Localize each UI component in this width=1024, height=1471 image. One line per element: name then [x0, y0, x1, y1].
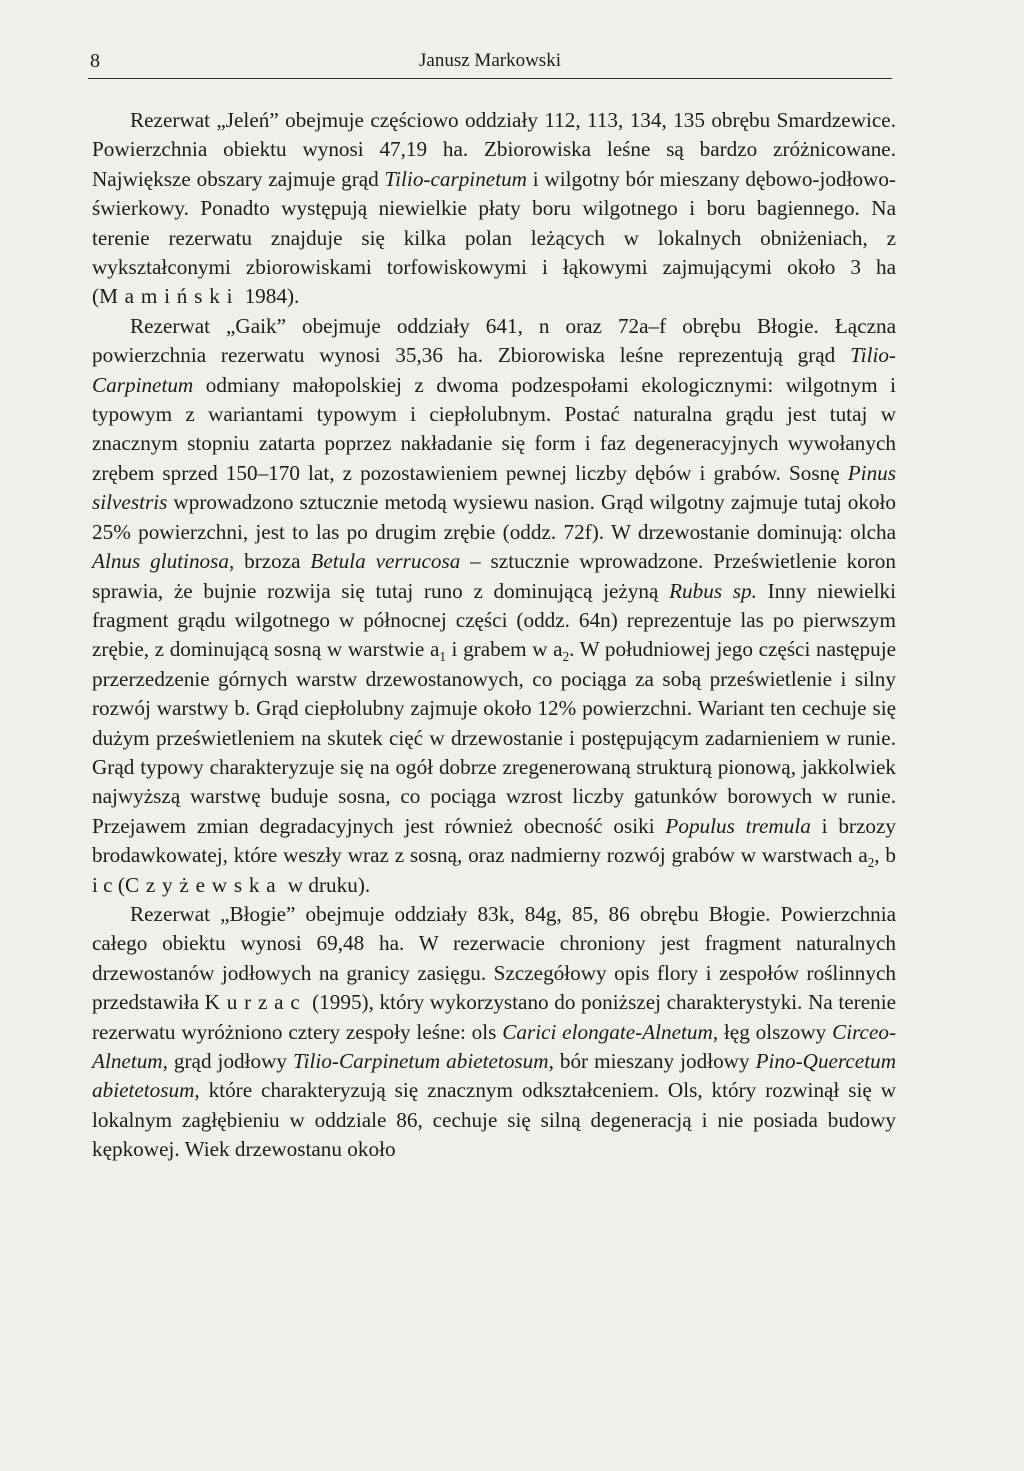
text-run: wprowadzono sztucznie metodą wysiewu nasion. Grąd wilgotny zajmuje tutaj około 25% powierzchni, jest to las po drugim zrębie (oddz. 72f). W drzewostanie dominują: olcha: [92, 490, 896, 544]
text-run: i wilgotny bór mieszany dębowo-jodłowo-świerkowy. Ponadto występują niewielkie płaty boru wilgotnego i boru bagiennego. Na terenie rezerwatu znajduje się kilka polan leżących w lokalnych obniżeniach, z wykształconymi zbiorowiskami torfowiskowymi i łąkowymi zajmującymi około 3 ha (: [92, 166, 896, 309]
text-run: , b i c (: [92, 843, 897, 897]
text-run: , grąd jodłowy: [162, 1049, 294, 1073]
subscript: 1: [439, 649, 446, 665]
subscript: 2: [867, 855, 875, 871]
text-run: Rezerwat „Gaik” obejmuje oddziały 641, n oraz 72a–f obrębu Błogie. Łączna powierzchnia rezerwatu wynosi 35,36 ha. Zbiorowiska leśne reprezentują grąd: [92, 313, 896, 368]
page-header: [88, 48, 892, 79]
page-number: 8: [90, 50, 100, 72]
author-citation: Czyżewska: [124, 872, 283, 897]
italic-term: Pinus silvestris: [92, 460, 896, 515]
author-citation: Mamiński: [99, 284, 240, 309]
italic-term: Betula verrucosa: [310, 549, 461, 574]
italic-term: Tilio-Carpinetum abietetosum: [293, 1049, 549, 1073]
text-run: 1984).: [239, 284, 300, 309]
text-run: i brzozy brodawkowatej, które weszły wraz z sosną, oraz nadmierny rozwój grabów w warstwach a: [92, 813, 896, 868]
paragraph-gaik: [92, 312, 896, 900]
italic-term: Carici elongate-Alnetum: [502, 1019, 713, 1044]
italic-term: Circeo-Alnetum: [92, 1019, 896, 1073]
italic-term: Rubus sp.: [669, 578, 757, 603]
italic-term: Tilio-carpinetum: [384, 166, 527, 191]
text-run: w druku).: [282, 872, 371, 897]
italic-term: Tilio-Carpinetum: [92, 343, 896, 397]
italic-term: Alnus glutinosa: [92, 549, 229, 574]
text-run: i grabem w a: [445, 637, 563, 662]
text-run: – sztucznie wprowadzone. Prześwietlenie koron sprawia, że bujnie rozwija się tutaj runo z dominującą jeżyną: [92, 549, 896, 603]
text-run: , bór mieszany jodłowy: [548, 1049, 756, 1073]
text-run: Rezerwat „Błogie” obejmuje oddziały 83k, 84g, 85, 86 obrębu Błogie. Powierzchnia całego obiektu wynosi 69,48 ha. W rezerwacie chroniony jest fragment naturalnych drzewostanów jodłowych na granicy zasięgu. Szczegółowy opis flory i zespołów roślinnych przedstawiła: [92, 901, 896, 1015]
running-head-author: Janusz Markowski: [419, 50, 561, 71]
body-text: [92, 106, 896, 1165]
text-run: , które charakteryzują się znacznym odkształceniem. Ols, który rozwinął się w lokalnym zagłębieniu w oddziale 86, cechuje się silną degeneracją i nie posiada budowy kępkowej. Wiek drzewostanu około: [92, 1078, 896, 1162]
text-run: Inny niewielki fragment grądu wilgotnego w północnej części (oddz. 64n) reprezentuje las po pierwszym zrębie, z dominującą sosną w warstwie a: [92, 578, 896, 662]
paragraph-jelen: [92, 106, 896, 312]
text-run: odmiany małopolskiej z dwoma podzespołami ekologicznymi: wilgotnym i typowym z wariantami typowym i ciepłolubnym. Postać naturalna grądu jest tutaj w znacznym stopniu zatarta poprzez nakładanie się form i faz degeneracyjnych wywołanych zrębem sprzed 150–170 lat, z pozostawieniem pewnej liczby dębów i grabów. Sosnę: [92, 372, 896, 485]
text-run: , łęg olszowy: [712, 1019, 833, 1044]
text-run: , brzoza: [228, 549, 311, 574]
subscript: 2: [562, 649, 570, 665]
text-run: . W południowej jego części następuje przerzedzenie górnych warstw drzewostanowych, co pociąga za sobą prześwietlenie i silny rozwój warstwy b. Grąd ciepłolubny zajmuje około 12% powierzchni. Wariant ten cechuje się dużym prześwietleniem na skutek cięć w drzewostanie i postępującym zadarnieniem w runie. Grąd typowy charakteryzuje się na ogół dobrze zregenerowaną strukturą pionową, jakkolwiek najwyższą warstwę buduje sosna, co pociąga wzrost liczby gatunków borowych w runie. Przejawem zmian degradacyjnych jest również obecność osiki: [92, 637, 896, 838]
text-run: Rezerwat „Jeleń” obejmuje częściowo oddziały 112, 113, 134, 135 obrębu Smardzewice. Powierzchnia obiektu wynosi 47,19 ha. Zbiorowiska leśne są bardzo zróżnicowane. Największe obszary zajmuje grąd: [92, 108, 896, 191]
paragraph-blogie: [92, 900, 896, 1165]
italic-term: Pino-Quercetum abietetosum: [92, 1049, 896, 1103]
author-citation: Kurzac: [204, 990, 307, 1015]
text-run: (1995), który wykorzystano do poniższej charakterystyki. Na terenie rezerwatu wyróżniono cztery zespoły leśne: ols: [92, 990, 896, 1044]
italic-term: Populus tremula: [665, 813, 811, 838]
